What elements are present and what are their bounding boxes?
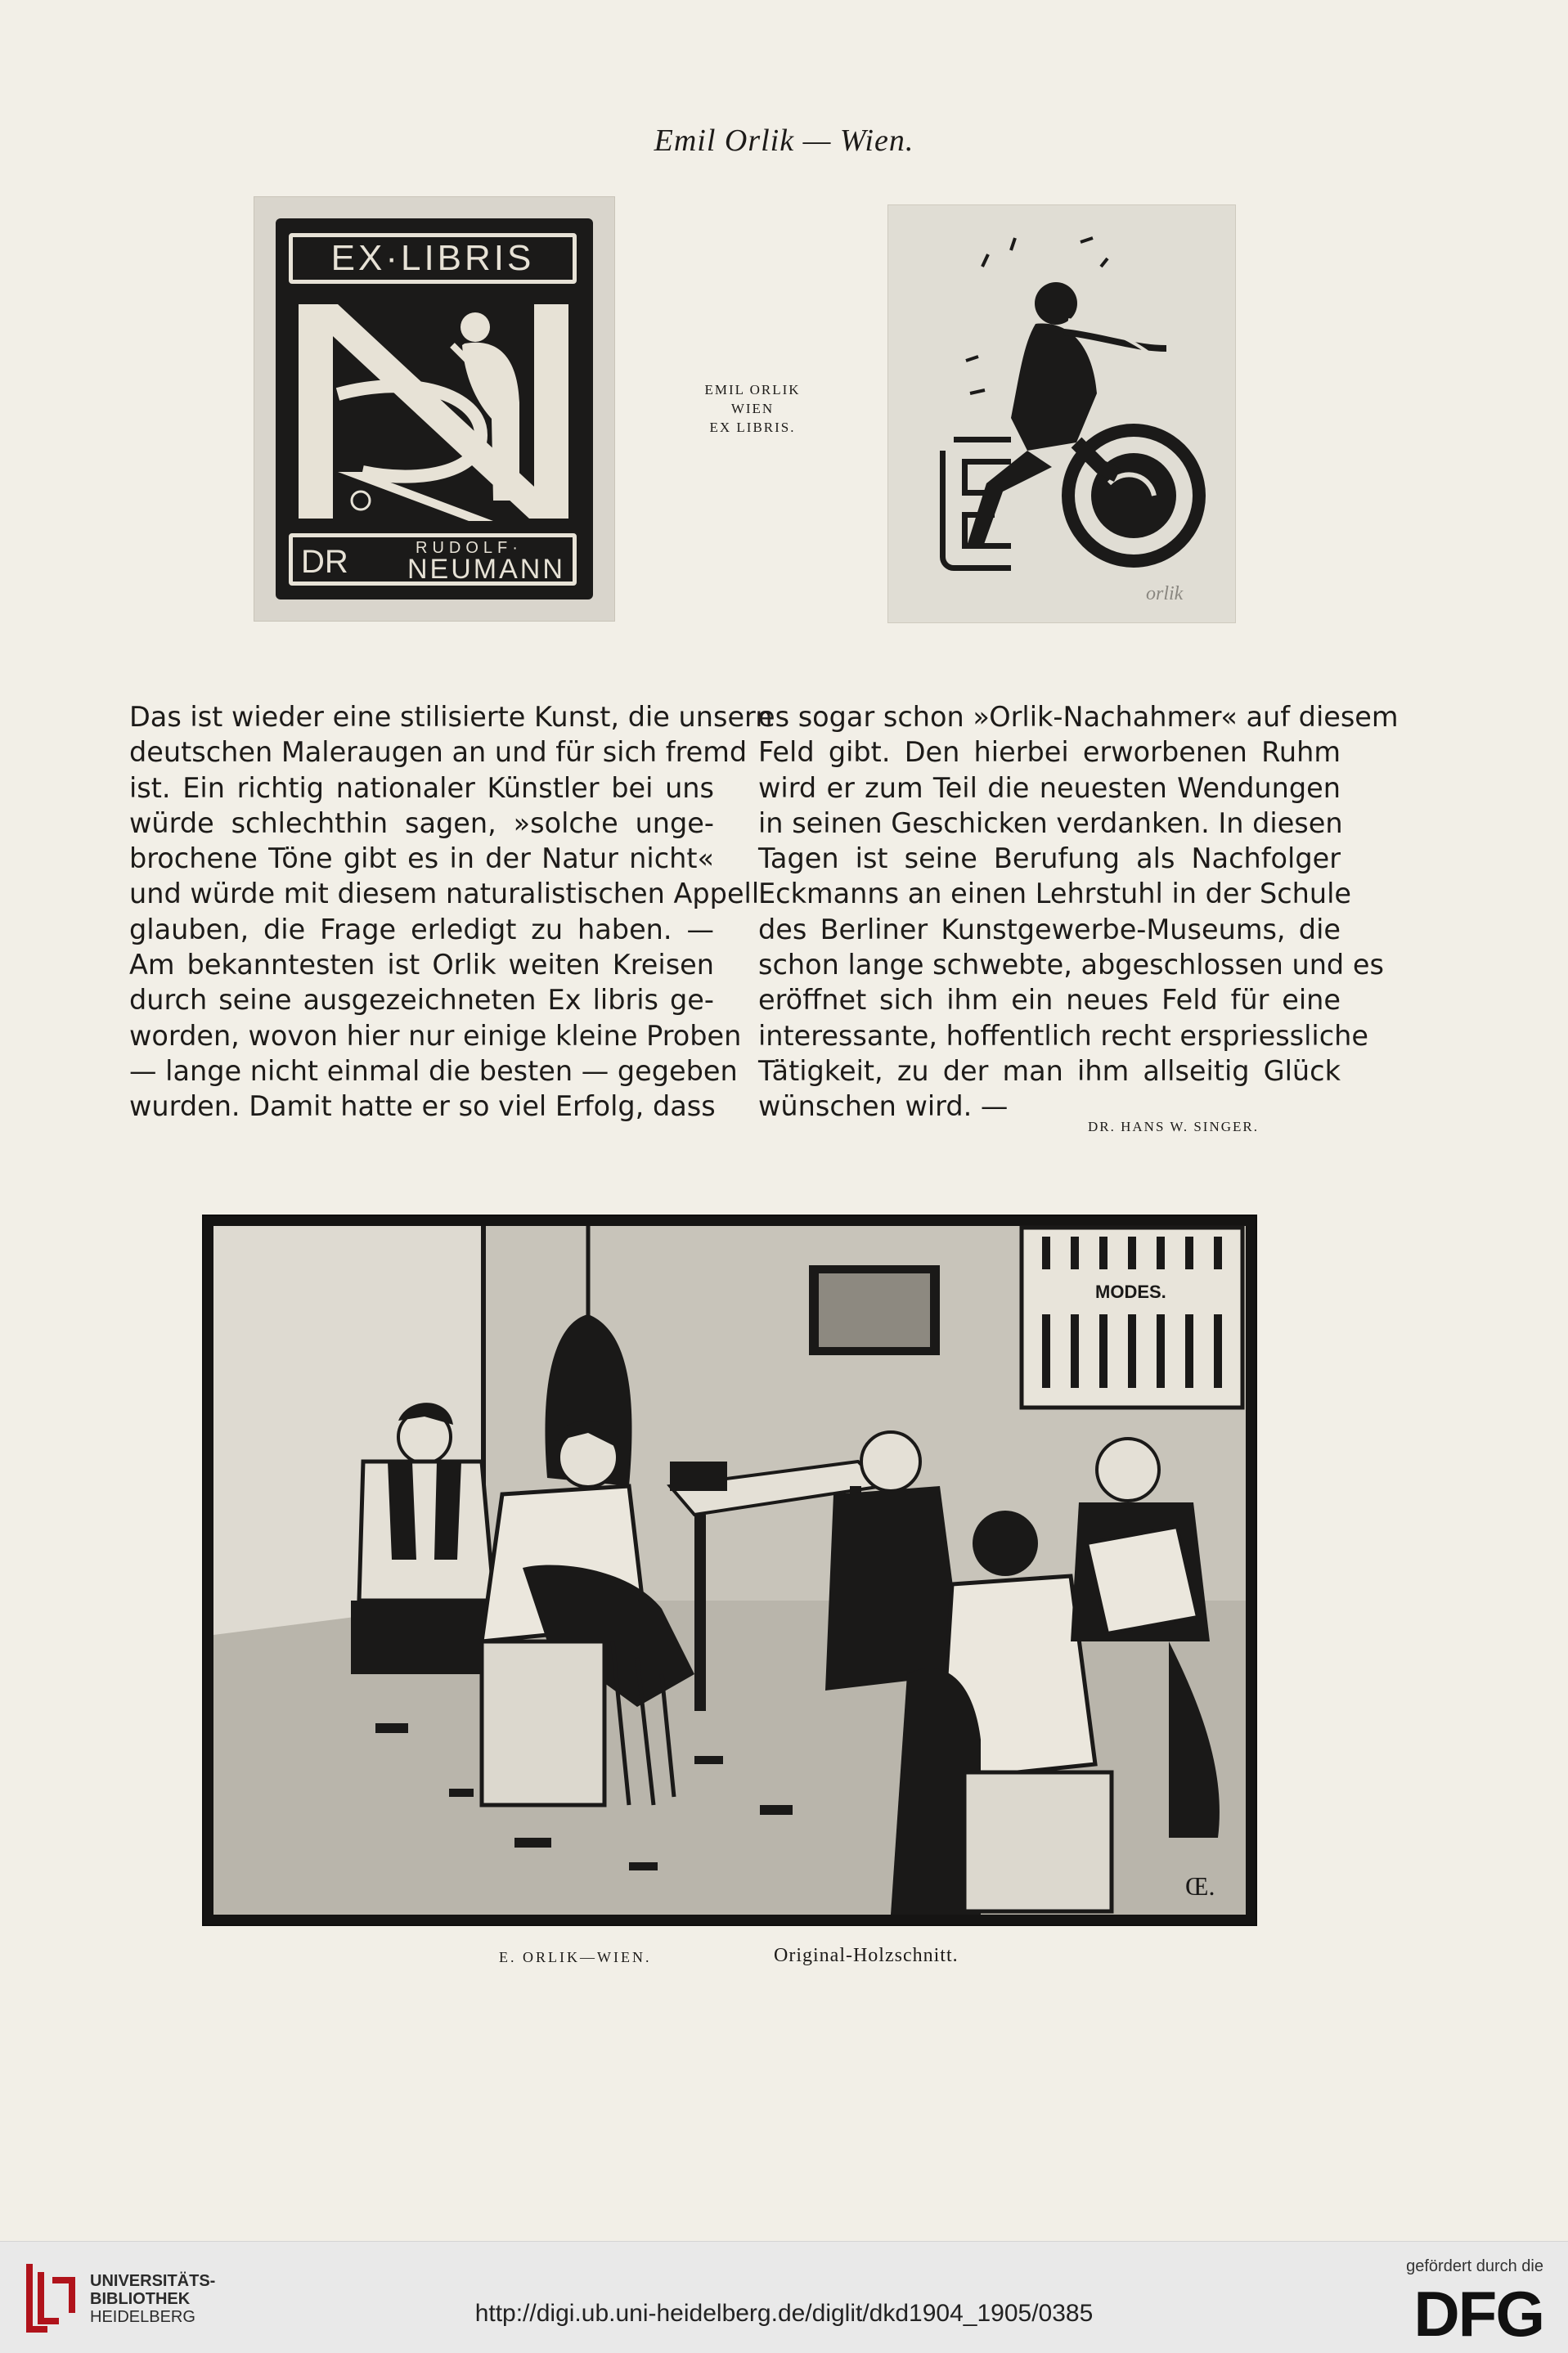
artist-signature: orlik <box>1146 583 1184 604</box>
text-line: Tagen ist seine Berufung als Nachfolger <box>758 842 1341 875</box>
name-last: NEUMANN <box>407 554 565 585</box>
text-line: und würde mit diesem naturalistischen Appell <box>129 878 760 910</box>
library-line: HEIDELBERG <box>90 2308 195 2326</box>
woodcut-monogram: Œ. <box>1185 1871 1215 1901</box>
text-line: Das ist wieder eine stilisierte Kunst, die unsern <box>129 701 773 733</box>
ex-libris-caption <box>646 380 859 437</box>
article-text-right-column <box>758 699 1399 1125</box>
text-line: Eckmanns an einen Lehrstuhl in der Schule <box>758 878 1352 910</box>
woodcut-tailors-illustration <box>202 1215 1257 1926</box>
caption-line: EMIL ORLIK <box>704 382 801 397</box>
name-first: RUDOLF· <box>416 539 523 557</box>
monogram-illustration <box>289 296 577 529</box>
tailor-workshop-scene <box>204 1216 1256 1924</box>
digital-library-url[interactable]: http://digi.ub.uni-heidelberg.de/diglit/dkd1904_1905/0385 <box>474 2300 1094 2327</box>
woodcut-caption-technique: Original-Holzschnitt. <box>774 1945 959 1966</box>
ex-libris-name-box <box>289 533 577 586</box>
text-line: ist. Ein richtig nationaler Künstler bei uns <box>129 771 714 804</box>
text-line: Tätigkeit, zu der man ihm allseitig Glück <box>758 1054 1341 1087</box>
caption-line: WIEN <box>730 401 775 416</box>
woodcut-caption-artist: E. ORLIK—WIEN. <box>499 1949 652 1965</box>
footer-bar <box>0 2241 1568 2353</box>
text-line: — lange nicht einmal die besten — gegeben <box>129 1054 738 1087</box>
text-line: Feld gibt. Den hierbei erworbenen Ruhm <box>758 736 1341 769</box>
running-head: Emil Orlik — Wien. <box>654 123 914 158</box>
text-line: glauben, die Frage erledigt zu haben. — <box>129 913 714 945</box>
dfg-logo: DFG <box>1413 2278 1543 2350</box>
text-line: würde schlechthin sagen, »solche unge- <box>129 806 714 839</box>
text-line: schon lange schwebte, abgeschlossen und es <box>758 949 1384 981</box>
ex-libris-header: EX·LIBRIS <box>289 233 577 284</box>
article-text-left-column <box>129 699 773 1125</box>
text-line: in seinen Geschicken verdanken. In diesen <box>758 806 1343 839</box>
text-line: wünschen wird. — <box>758 1090 1009 1123</box>
cyclist-illustration <box>888 205 1235 622</box>
ex-libris-plate-neumann <box>254 196 615 622</box>
text-line: wurden. Damit hatte er so viel Erfolg, dass <box>129 1090 716 1123</box>
library-line: BIBLIOTHEK <box>90 2290 191 2308</box>
text-line: des Berliner Kunstgewerbe-Museums, die <box>758 913 1341 945</box>
text-line: eröffnet sich ihm ein neues Feld für eine <box>758 984 1341 1017</box>
library-line: UNIVERSITÄTS- <box>90 2272 216 2290</box>
plate-frame <box>276 218 593 599</box>
text-line: interessante, hoffentlich recht erspriessliche <box>758 1019 1368 1052</box>
text-line: brochene Töne gibt es in der Natur nicht« <box>129 842 714 875</box>
caption-line: EX LIBRIS. <box>709 420 796 435</box>
ex-libris-plate-cyclist <box>887 204 1236 623</box>
funded-by-label: gefördert durch die <box>1406 2257 1543 2275</box>
text-line: wird er zum Teil die neuesten Wendungen <box>758 771 1341 804</box>
poster-text: MODES. <box>1095 1282 1166 1302</box>
text-line: deutschen Maleraugen an und für sich fremd <box>129 736 748 769</box>
name-title: DR <box>301 544 348 580</box>
text-line: durch seine ausgezeichneten Ex libris ge- <box>129 984 714 1017</box>
text-line: es sogar schon »Orlik-Nachahmer« auf diesem <box>758 701 1399 733</box>
author-signature: DR. HANS W. SINGER. <box>1088 1119 1259 1134</box>
text-line: Am bekanntesten ist Orlik weiten Kreisen <box>129 949 714 981</box>
text-line: worden, wovon hier nur einige kleine Proben <box>129 1019 742 1052</box>
